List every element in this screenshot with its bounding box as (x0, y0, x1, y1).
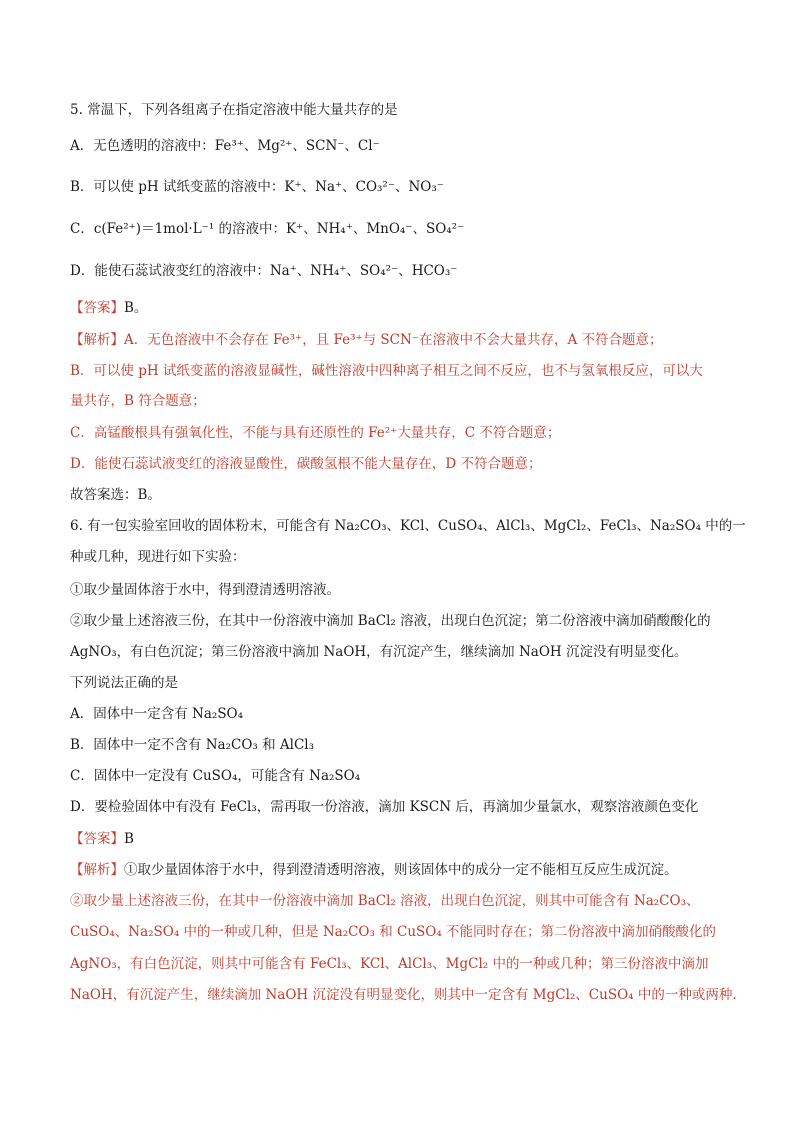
q6-option-c: C．固体中一定没有 CuSO₄，可能含有 Na₂SO₄ (70, 768, 361, 784)
q5-answer (70, 298, 147, 318)
answer-value: B。 (124, 300, 148, 316)
q6-analysis-line-3: CuSO₄、Na₂SO₄ 中的一种或几种，但是 Na₂CO₃ 和 CuSO₄ 不能同时存在；第二份溶液中滴加硝酸酸化的 (70, 924, 717, 940)
q6-analysis-line-2: ②取少量上述溶液三份，在其中一份溶液中滴加 BaCl₂ 溶液，出现白色沉淀，则其中可能含有 Na₂CO₃、 (70, 893, 700, 909)
q6-analysis-line-1 (70, 860, 678, 880)
q6-question: 下列说法正确的是 (70, 675, 178, 691)
q5-conclusion: 故答案选：B。 (70, 487, 161, 503)
q6-analysis-line-5: NaOH，有沉淀产生，继续滴加 NaOH 沉淀没有明显变化，则其中一定含有 MgCl₂、CuSO₄ 中的一种或两种. (70, 987, 737, 1003)
q5-analysis-line-5: D．能使石蕊试液变红的溶液显酸性，碳酸氢根不能大量存在，D 不符合题意； (70, 456, 542, 472)
q5-option-d: D．能使石蕊试液变红的溶液中：Na⁺、NH₄⁺、SO₄²⁻、HCO₃⁻ (70, 263, 458, 279)
q6-analysis-line-4: AgNO₃，有白色沉淀，则其中可能含有 FeCl₃、KCl、AlCl₃、MgCl₂ 中的一种或几种；第三份溶液中滴加 (70, 956, 709, 972)
q6-step-2-line-2: AgNO₃，有白色沉淀；第三份溶液中滴加 NaOH，有沉淀产生，继续滴加 NaOH 沉淀没有明显变化。 (70, 644, 688, 660)
q5-option-b: B．可以使 pH 试纸变蓝的溶液中：K⁺、Na⁺、CO₃²⁻、NO₃⁻ (70, 179, 444, 195)
q6-step-1: ①取少量固体溶于水中，得到澄清透明溶液。 (70, 582, 340, 598)
q5-stem: 5. 常温下，下列各组离子在指定溶液中能大量共存的是 (70, 102, 398, 118)
analysis-text: ①取少量固体溶于水中，得到澄清透明溶液，则该固体中的成分一定不能相互反应生成沉淀。 (124, 862, 678, 878)
answer-value: B (124, 831, 134, 847)
q5-option-c: C．c(Fe²⁺)＝1mol·L⁻¹ 的溶液中：K⁺、NH₄⁺、MnO₄⁻、SO₄²⁻ (70, 221, 465, 237)
q6-answer (70, 829, 134, 849)
q6-stem-line-1: 6. 有一包实验室回收的固体粉末，可能含有 Na₂CO₃、KCl、CuSO₄、AlCl₃、MgCl₂、FeCl₃、Na₂SO₄ 中的一 (70, 518, 746, 534)
answer-tag: 【答案】 (70, 300, 124, 316)
q6-stem-line-2: 种或几种，现进行如下实验： (70, 549, 246, 565)
q5-analysis-line-2: B．可以使 pH 试纸变蓝的溶液显碱性，碱性溶液中四种离子相互之间不反应，也不与氢氧根反应，可以大 (70, 363, 703, 379)
analysis-tag: 【解析】 (70, 332, 124, 348)
q6-option-a: A．固体中一定含有 Na₂SO₄ (70, 706, 244, 722)
analysis-tag: 【解析】 (70, 862, 124, 878)
q6-step-2-line-1: ②取少量上述溶液三份，在其中一份溶液中滴加 BaCl₂ 溶液，出现白色沉淀；第二份溶液中滴加硝酸酸化的 (70, 613, 711, 629)
q5-analysis-line-3: 量共存，B 符合题意； (70, 393, 206, 409)
q6-option-d: D．要检验固体中有没有 FeCl₃，需再取一份溶液，滴加 KSCN 后，再滴加少量氯水，观察溶液颜色变化 (70, 799, 699, 815)
answer-tag: 【答案】 (70, 831, 124, 847)
analysis-text: A．无色溶液中不会存在 Fe³⁺，且 Fe³⁺与 SCN⁻在溶液中不会大量共存，A 不符合题意； (124, 332, 663, 348)
q5-analysis-line-1 (70, 330, 663, 350)
q6-option-b: B．固体中一定不含有 Na₂CO₃ 和 AlCl₃ (70, 737, 315, 753)
q5-option-a: A．无色透明的溶液中：Fe³⁺、Mg²⁺、SCN⁻、Cl⁻ (70, 138, 380, 154)
q5-analysis-line-4: C．高锰酸根具有强氧化性，不能与具有还原性的 Fe²⁺大量共存，C 不符合题意； (70, 425, 561, 441)
